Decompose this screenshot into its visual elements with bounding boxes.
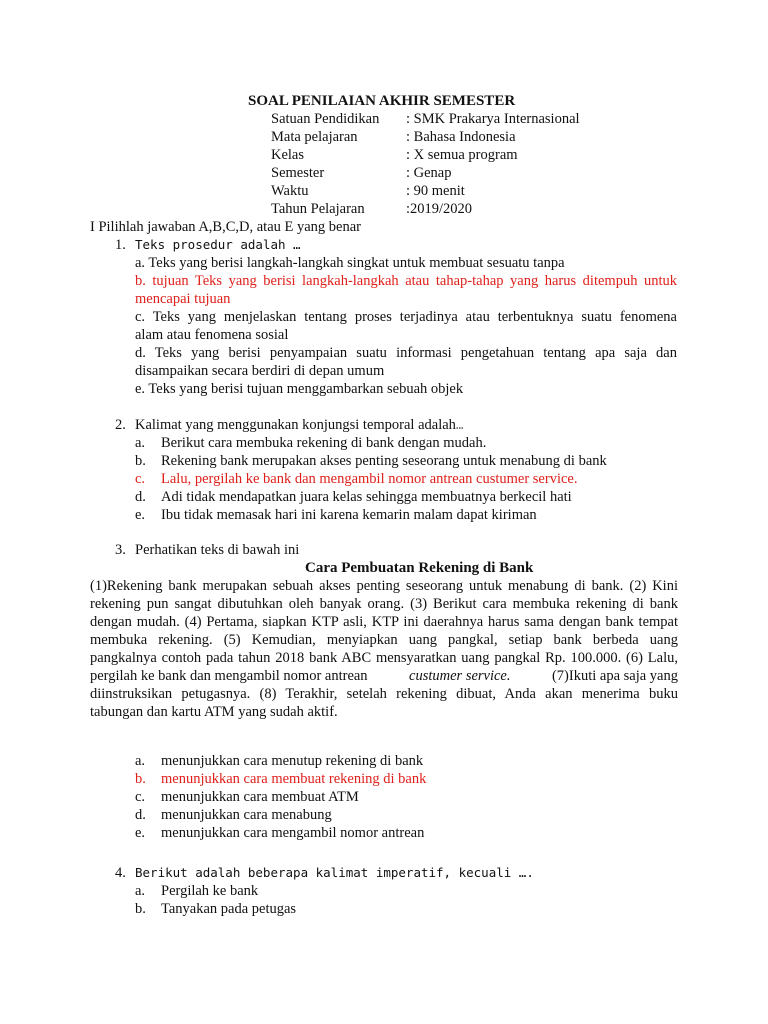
passage-line: pangkalnya contoh pada tahun 2018 bank ABC mensyaratkan uang pangkal Rp. 100.000. (6) Lalu, <box>90 650 678 666</box>
question-number: 4. <box>115 865 126 881</box>
field-label: Satuan Pendidikan <box>271 111 380 127</box>
option-letter-correct: b. <box>135 771 146 787</box>
option-c-continuation: alam atau fenomena sosial <box>135 327 289 343</box>
option-a: a. Teks yang berisi langkah-langkah singkat untuk membuat sesuatu tanpa <box>135 255 565 271</box>
field-label: Semester <box>271 165 325 181</box>
option-text: menunjukkan cara membuat ATM <box>161 789 359 805</box>
option-letter: a. <box>135 753 146 769</box>
option-text-correct: Lalu, pergilah ke bank dan mengambil nomor antrean custumer service. <box>161 471 578 487</box>
option-b-correct: b. tujuan Teks yang berisi langkah-langkah atau tahap-tahap yang harus ditempuh untuk <box>135 273 677 289</box>
field-label: Mata pelajaran <box>271 129 358 145</box>
question-text: Perhatikan teks di bawah ini <box>135 542 300 558</box>
passage-line: pergilah ke bank dan mengambil nomor antrean custumer service. (7)Ikuti apa saja yang <box>90 668 678 684</box>
field-value: : SMK Prakarya Internasional <box>406 111 580 127</box>
option-text: menunjukkan cara mengambil nomor antrean <box>161 825 425 841</box>
question-number: 3. <box>115 542 126 558</box>
option-text: Pergilah ke bank <box>161 883 259 899</box>
document-title: SOAL PENILAIAN AKHIR SEMESTER <box>248 93 516 109</box>
option-text: menunjukkan cara menutup rekening di bank <box>161 753 424 769</box>
field-value: :2019/2020 <box>406 201 473 217</box>
option-letter: b. <box>135 453 146 469</box>
question-number: 2. <box>115 417 126 433</box>
field-label: Tahun Pelajaran <box>271 201 365 217</box>
option-d-continuation: disampaikan secara berdiri di depan umum <box>135 363 385 379</box>
question-number: 1. <box>115 237 126 253</box>
option-letter-correct: c. <box>135 471 146 487</box>
option-d: d. Teks yang berisi penyampaian suatu informasi pengetahuan tentang apa saja dan <box>135 345 677 361</box>
option-letter: b. <box>135 901 146 917</box>
option-c: c. Teks yang menjelaskan tentang proses terjadinya atau terbentuknya suatu fenomena <box>135 309 677 325</box>
passage-line: tabungan dan kartu ATM yang sudah aktif. <box>90 704 338 720</box>
field-value: : Bahasa Indonesia <box>406 129 516 145</box>
option-e: e. Teks yang berisi tujuan menggambarkan sebuah objek <box>135 381 464 397</box>
option-letter: d. <box>135 807 146 823</box>
question-text: Teks prosedur adalah … <box>135 237 301 252</box>
option-text: Rekening bank merupakan akses penting seseorang untuk menabung di bank <box>161 453 607 469</box>
field-label: Kelas <box>271 147 305 163</box>
option-letter: d. <box>135 489 146 505</box>
passage-title: Cara Pembuatan Rekening di Bank <box>305 560 534 576</box>
option-letter: c. <box>135 789 146 805</box>
question-text: Kalimat yang menggunakan konjungsi temporal adalah… <box>135 417 464 433</box>
option-text: menunjukkan cara menabung <box>161 807 332 823</box>
option-text: Tanyakan pada petugas <box>161 901 297 917</box>
option-text: Adi tidak mendapatkan juara kelas sehingga membuatnya berkecil hati <box>161 489 572 505</box>
option-letter: a. <box>135 883 146 899</box>
field-value: : Genap <box>406 165 452 181</box>
option-letter: a. <box>135 435 146 451</box>
passage-line: dengan mudah. (4) Pertama, siapkan KTP asli, KTP ini daerahnya harus sama dengan bank tempat <box>90 614 678 630</box>
passage-line: membuka rekening. (5) Kemudian, menyiapkan uang pangkal, setiap bank berbeda uang <box>90 632 678 648</box>
option-letter: e. <box>135 825 146 841</box>
passage-line: rekening pun sangat dibutuhkan oleh banyak orang. (3) Berikut cara membuka rekening di bank <box>90 596 678 612</box>
passage-line: diinstruksikan petugasnya. (8) Terakhir, setelah rekening dibuat, Anda akan menerima buku <box>90 686 678 702</box>
field-value: : X semua program <box>406 147 518 163</box>
passage-line: (1)Rekening bank merupakan sebuah akses penting seseorang untuk menabung di bank. (2) Kini <box>90 578 678 594</box>
option-text: Berikut cara membuka rekening di bank dengan mudah. <box>161 435 487 451</box>
field-value: : 90 menit <box>406 183 465 199</box>
option-text-correct: menunjukkan cara membuat rekening di bank <box>161 771 427 787</box>
option-text: Ibu tidak memasak hari ini karena kemarin malam dapat kiriman <box>161 507 537 523</box>
option-letter: e. <box>135 507 146 523</box>
instruction-text: I Pilihlah jawaban A,B,C,D, atau E yang benar <box>90 219 362 235</box>
field-label: Waktu <box>271 183 309 199</box>
question-text: Berikut adalah beberapa kalimat imperatif, kecuali …. <box>135 865 534 880</box>
option-b-continuation: mencapai tujuan <box>135 291 231 307</box>
